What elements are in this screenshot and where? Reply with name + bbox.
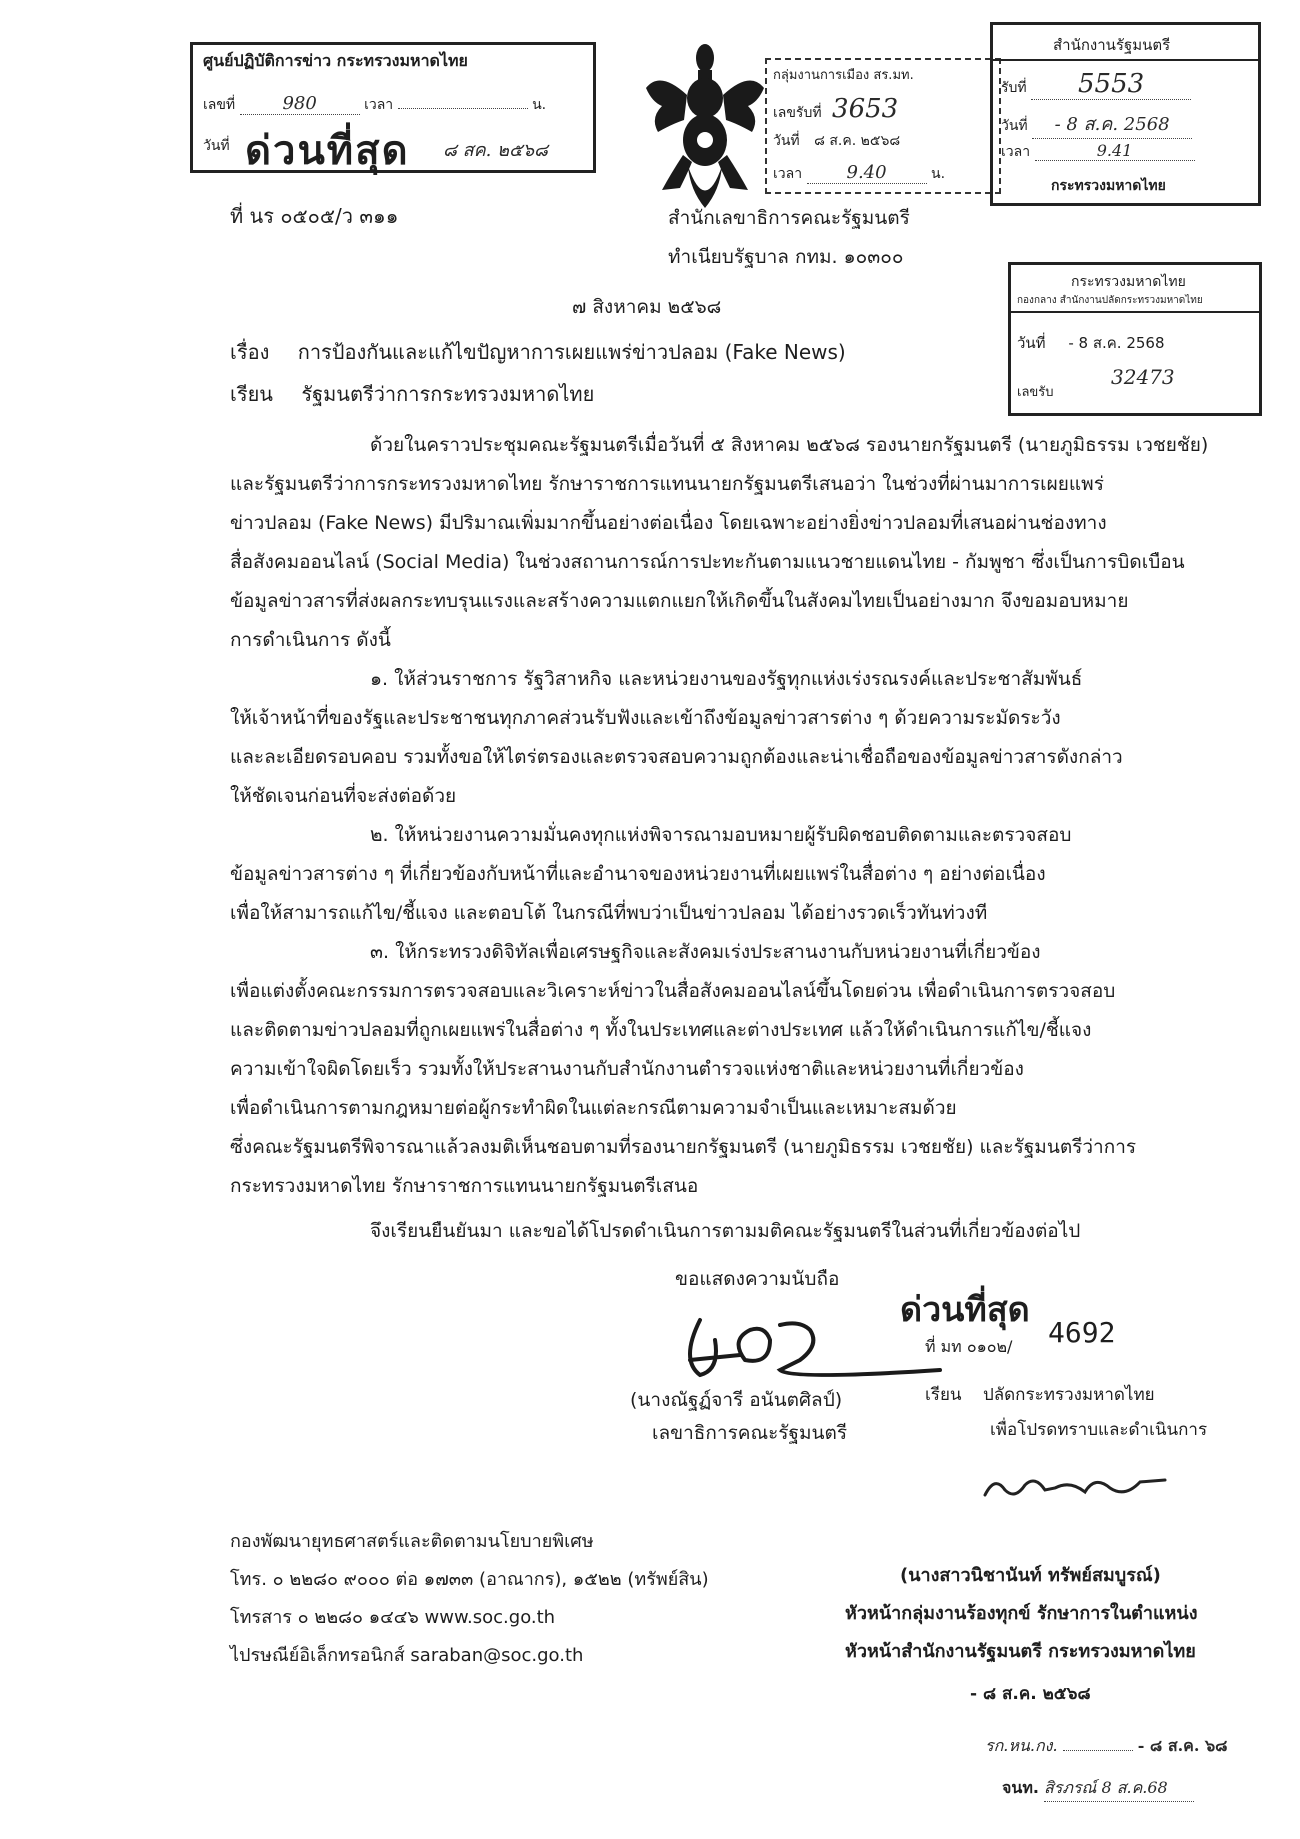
second-signer-title-2: หัวหน้าสำนักงานรัฐมนตรี กระทรวงมหาดไทย	[845, 1641, 1196, 1662]
item-1-paragraph	[230, 660, 1123, 816]
to-text: รัฐมนตรีว่าการกระทรวงมหาดไทย	[301, 382, 595, 406]
subject-row	[230, 336, 846, 368]
contact-phone: โทร. ๐ ๒๒๘๐ ๙๐๐๐ ต่อ ๑๗๓๓ (อาณากร), ๑๕๒๒ (ทรัพย์สิน)	[230, 1569, 709, 1590]
stamp-left-time-unit: น.	[532, 97, 547, 113]
item-1-line: ให้เจ้าหน้าที่ของรัฐและประชาชนทุกภาคส่วนรับฟังและเข้าถึงข้อมูลข่าวสารต่าง ๆ ด้วยความระมัดระวัง	[230, 707, 1061, 729]
stamp-left-date-label: วันที่	[203, 138, 230, 154]
stamp-mid-date-label: วันที่	[1017, 334, 1046, 352]
intro-paragraph	[230, 426, 1208, 660]
forward-no-value: 4692	[1048, 1316, 1116, 1349]
contact-email: ไปรษณีย์อิเล็กทรอนิกส์ saraban@soc.go.th	[230, 1645, 584, 1666]
stamp-center-time-label: เวลา	[773, 166, 803, 182]
stamp-left-no-value: 980	[240, 93, 360, 115]
forward-urgent: ด่วนที่สุด	[900, 1290, 1030, 1330]
conclusion-line: กระทรวงมหาดไทย รักษาราชการแทนนายกรัฐมนตรีเสนอ	[230, 1175, 699, 1197]
item-3-line: เพื่อแต่งตั้งคณะกรรมการตรวจสอบและวิเคราะห์ข่าวในสื่อสังคมออนไลน์ขึ้นโดยด่วน เพื่อดำเนินการตรวจสอบ	[230, 980, 1116, 1002]
footer-note-2-label: จนท.	[1002, 1778, 1039, 1797]
stamp-left-date-row	[203, 135, 230, 157]
item-3-line: ความเข้าใจผิดโดยเร็ว รวมทั้งให้ประสานงานกับสำนักงานตำรวจแห่งชาติและหน่วยงานที่เกี่ยวข้อง	[230, 1058, 1024, 1080]
stamp-right-recv-value: 5553	[1031, 69, 1191, 100]
subject-label: เรื่อง	[230, 340, 270, 364]
stamp-center-org: กลุ่มงานการเมือง สร.มท.	[773, 68, 914, 83]
item-1-line: ให้ชัดเจนก่อนที่จะส่งต่อด้วย	[230, 785, 457, 807]
stamp-mid-ministry: กระทรวงมหาดไทย	[1071, 274, 1186, 290]
to-row	[230, 378, 594, 410]
forward-purpose: เพื่อโปรดทราบและดำเนินการ	[990, 1420, 1208, 1440]
item-1-line: ๑. ให้ส่วนราชการ รัฐวิสาหกิจ และหน่วยงานของรัฐทุกแห่งเร่งรณรงค์และประชาสัมพันธ์	[370, 668, 1083, 690]
intro-line: ข้อมูลข่าวสารที่ส่งผลกระทบรุนแรงและสร้างความแตกแยกให้เกิดขึ้นในสังคมไทยเป็นอย่างมาก จึงขอมอบหมาย	[230, 590, 1129, 612]
footer-note-1	[985, 1734, 1228, 1759]
second-signature-image	[975, 1460, 1175, 1510]
urgent-stamp: ด่วนที่สุด	[245, 127, 410, 174]
signer-name: (นางณัฐฏ์จารี อนันตศิลป์)	[630, 1389, 843, 1411]
second-signer-title-1: หัวหน้ากลุ่มงานร้องทุกข์ รักษาการในตำแหน่ง	[845, 1603, 1198, 1624]
stamp-mid-recv-label: เลขรับ	[1017, 385, 1054, 400]
forward-no-label: ที่ มท ๐๑๐๒/	[925, 1337, 1013, 1356]
forward-to-label: เรียน	[925, 1385, 962, 1405]
stamp-right-time-value: 9.41	[1035, 141, 1195, 161]
stamp-center-recv-row	[773, 94, 898, 124]
stamp-right	[990, 22, 1261, 206]
stamp-right-time-row	[1001, 141, 1195, 163]
subject-text: การป้องกันและแก้ไขปัญหาการเผยแพร่ข่าวปลอม (Fake News)	[297, 340, 846, 364]
stamp-center-recv-value: 3653	[832, 94, 899, 124]
stamp-center-date-label: วันที่	[773, 133, 800, 149]
stamp-right-org: สำนักงานรัฐมนตรี	[1053, 36, 1171, 54]
intro-line: และรัฐมนตรีว่าการกระทรวงมหาดไทย รักษาราชการแทนนายกรัฐมนตรีเสนอว่า ในช่วงที่ผ่านมาการเผยแพร่	[230, 473, 1104, 495]
intro-line: ข่าวปลอม (Fake News) มีปริมาณเพิ่มมากขึ้นอย่างต่อเนื่อง โดยเฉพาะอย่างยิ่งข่าวปลอมที่เสนอผ่านช่องทาง	[230, 512, 1107, 534]
stamp-center-date-value: ๘ ส.ค. ๒๕๖๘	[814, 133, 901, 149]
second-signer-date: - ๘ ส.ค. ๒๕๖๘	[970, 1684, 1091, 1704]
item-3-line: และติดตามข่าวปลอมที่ถูกเผยแพร่ในสื่อต่าง ๆ ทั้งในประเทศและต่างประเทศ แล้วให้ดำเนินการแก้ไข/ชี้แจง	[230, 1019, 1092, 1041]
to-label: เรียน	[230, 382, 273, 406]
stamp-center-time-unit: น.	[931, 166, 946, 182]
forward-to-row	[925, 1381, 1155, 1408]
item-2-line: ข้อมูลข่าวสารต่าง ๆ ที่เกี่ยวข้องกับหน้าที่และอำนาจของหน่วยงานที่เผยแพร่ในสื่อต่าง ๆ อย่างต่อเนื่อง	[230, 863, 1046, 885]
footer-note-1-date: - ๘ ส.ค. ๖๘	[1137, 1736, 1228, 1755]
stamp-left-time-label: เวลา	[364, 97, 394, 113]
item-3-line: ๓. ให้กระทรวงดิจิทัลเพื่อเศรษฐกิจและสังคมเร่งประสานงานกับหน่วยงานที่เกี่ยวข้อง	[370, 941, 1041, 963]
item-2-paragraph	[230, 816, 1071, 933]
item-2-line: ๒. ให้หน่วยงานความมั่นคงทุกแห่งพิจารณามอบหมายผู้รับผิดชอบติดตามและตรวจสอบ	[370, 824, 1072, 846]
stamp-mid-recv-value: 32473	[1111, 365, 1175, 389]
stamp-left-org: ศูนย์ปฏิบัติการข่าว กระทรวงมหาดไทย	[203, 51, 468, 70]
stamp-center-time-value: 9.40	[807, 162, 927, 184]
stamp-right-date-value: - 8 ส.ค. 2568	[1032, 109, 1192, 139]
signer-title: เลขาธิการคณะรัฐมนตรี	[652, 1422, 848, 1444]
sender-office: สำนักเลขาธิการคณะรัฐมนตรี	[668, 207, 910, 229]
conclusion-line: ซึ่งคณะรัฐมนตรีพิจารณาแล้วลงมติเห็นชอบตามที่รองนายกรัฐมนตรี (นายภูมิธรรม เวชยชัย) และรัฐมนตรีว่าการ	[230, 1136, 1137, 1158]
contact-division: กองพัฒนายุทธศาสตร์และติดตามนโยบายพิเศษ	[230, 1531, 594, 1552]
conclusion-paragraph	[230, 1128, 1136, 1206]
stamp-right-date-label: วันที่	[1001, 118, 1028, 134]
stamp-center-recv-label: เลขรับที่	[773, 105, 822, 121]
footer-note-1-label: รก.หน.กง.	[985, 1736, 1058, 1755]
stamp-right-recv-label: รับที่	[1001, 80, 1027, 96]
stamp-mid-recv-row	[1017, 381, 1054, 402]
item-3-line: เพื่อดำเนินการตามกฎหมายต่อผู้กระทำผิดในแต่ละกรณีตามความจำเป็นและเหมาะสมด้วย	[230, 1097, 957, 1119]
item-3-paragraph	[230, 933, 1115, 1128]
stamp-left-no-row	[203, 93, 546, 116]
intro-line: การดำเนินการ ดังนี้	[230, 629, 391, 651]
garuda-emblem-icon	[640, 40, 770, 215]
stamp-right-ministry: กระทรวงมหาดไทย	[1051, 178, 1166, 194]
stamp-right-date-row	[1001, 109, 1192, 139]
stamp-mid-date-value: - 8 ส.ค. 2568	[1068, 334, 1165, 352]
contact-fax: โทรสาร ๐ ๒๒๘๐ ๑๔๔๖ www.soc.go.th	[230, 1607, 556, 1628]
stamp-center-time-row	[773, 162, 945, 185]
item-2-line: เพื่อให้สามารถแก้ไข/ชี้แจง และตอบโต้ ในกรณีที่พบว่าเป็นข่าวปลอม ได้อย่างรวดเร็วทันท่วงที	[230, 902, 988, 924]
stamp-mid	[1008, 262, 1262, 416]
regards-line: ขอแสดงความนับถือ	[675, 1268, 840, 1290]
intro-line: ด้วยในคราวประชุมคณะรัฐมนตรีเมื่อวันที่ ๕ สิงหาคม ๒๕๖๘ รองนายกรัฐมนตรี (นายภูมิธรรม เวชยชัย)	[370, 434, 1209, 456]
second-signer-name: (นางสาวนิชานันท์ ทรัพย์สมบูรณ์)	[900, 1565, 1161, 1586]
forward-to-text: ปลัดกระทรวงมหาดไทย	[982, 1385, 1155, 1405]
stamp-mid-division: กองกลาง สำนักงานปลัดกระทรวงมหาดไทย	[1017, 295, 1203, 306]
stamp-right-time-label: เวลา	[1001, 144, 1031, 160]
footer-note-2	[1002, 1776, 1194, 1802]
doc-date: ๗ สิงหาคม ๒๕๖๘	[572, 296, 722, 318]
sender-address: ทำเนียบรัฐบาล กทม. ๑๐๓๐๐	[668, 246, 904, 268]
intro-line: สื่อสังคมออนไลน์ (Social Media) ในช่วงสถานการณ์การปะทะกันตามแนวชายแดนไทย - กัมพูชา ซึ่งเป็นการบิดเบือน	[230, 551, 1185, 573]
stamp-center-date-row	[773, 130, 900, 152]
stamp-center	[765, 58, 1001, 194]
item-1-line: และละเอียดรอบคอบ รวมทั้งขอให้ไตร่ตรองและตรวจสอบความถูกต้องและน่าเชื่อถือของข้อมูลข่าวสารดังกล่าว	[230, 746, 1123, 768]
stamp-right-recv-row	[1001, 69, 1191, 100]
footer-note-2-value: สิรภรณ์ 8 ส.ค.68	[1044, 1776, 1194, 1802]
stamp-left-no-label: เลขที่	[203, 97, 236, 113]
closing-line: จึงเรียนยืนยันมา และขอได้โปรดดำเนินการตามมติคณะรัฐมนตรีในส่วนที่เกี่ยวข้องต่อไป	[370, 1220, 1081, 1242]
doc-number: ที่ นร ๐๕๐๕/ว ๓๑๑	[230, 204, 399, 228]
stamp-left-date-value: ๘ สค. ๒๕๖๘	[443, 140, 548, 161]
stamp-mid-date-row	[1017, 331, 1165, 355]
